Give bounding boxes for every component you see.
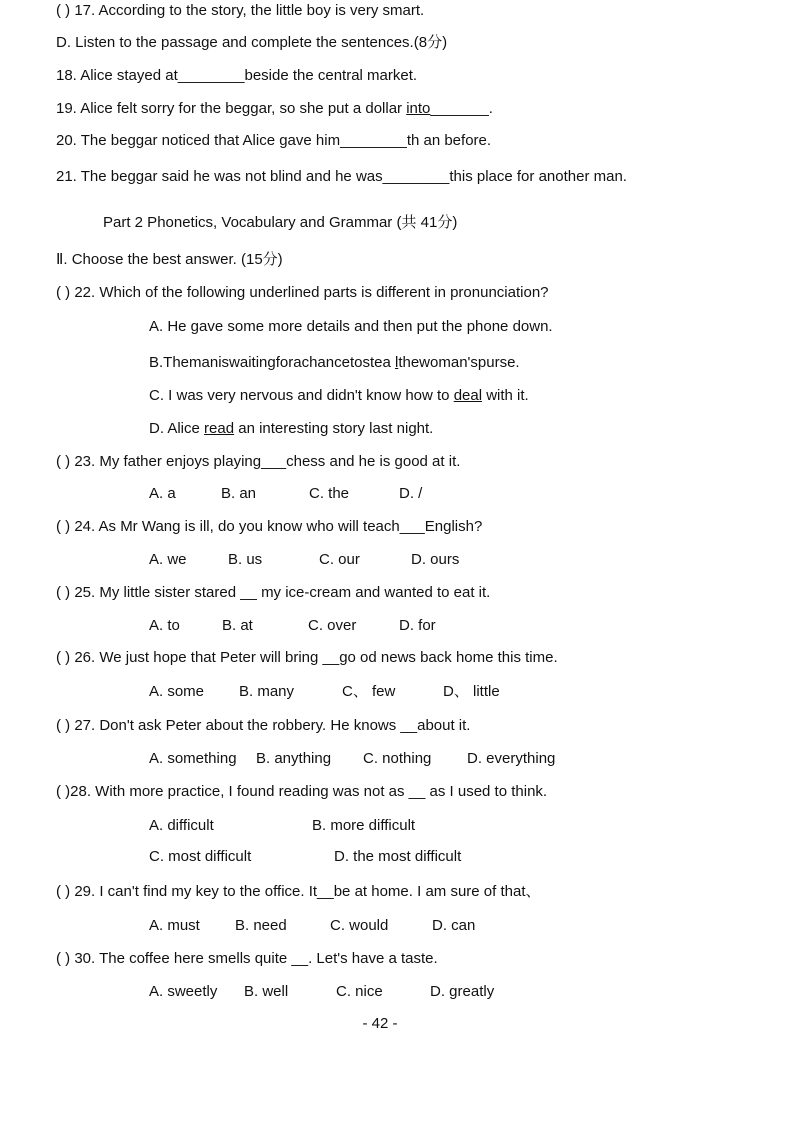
option-b: B. more difficult: [312, 817, 416, 834]
question-22-option-b: [149, 354, 520, 372]
question-19-underlined: into: [406, 100, 431, 117]
question-29-options: [0, 917, 793, 935]
option-b: B. us: [228, 551, 263, 568]
section-d-heading: D. Listen to the passage and complete the sentences.(8分): [56, 34, 448, 51]
question-28-options-ab: [0, 817, 793, 835]
option-d: D. greatly: [430, 983, 495, 1000]
question-28: ( )28. With more practice, I found reading was not as __ as I used to think.: [56, 783, 548, 800]
option-a: A. we: [149, 551, 187, 568]
question-27: ( ) 27. Don't ask Peter about the robbery. He knows __about it.: [56, 717, 471, 734]
option-b-text: B.Themaniswaitingforachancetostea: [149, 354, 395, 371]
question-30: ( ) 30. The coffee here smells quite __. Let's have a taste.: [56, 950, 438, 967]
option-d: D、 little: [443, 683, 500, 700]
question-18: 18. Alice stayed at________beside the central market.: [56, 67, 418, 84]
option-a: A. sweetly: [149, 983, 218, 1000]
question-25-options: [0, 617, 793, 635]
question-23-options: [0, 485, 793, 503]
option-c: C. the: [309, 485, 350, 502]
option-c-text-end: with it.: [482, 387, 529, 404]
question-20: 20. The beggar noticed that Alice gave him________th an before.: [56, 132, 492, 149]
question-25: ( ) 25. My little sister stared __ my ice-cream and wanted to eat it.: [56, 584, 491, 601]
option-d: D. for: [399, 617, 436, 634]
option-a: A. to: [149, 617, 180, 634]
option-b: B. well: [244, 983, 289, 1000]
question-17: ( ) 17. According to the story, the little boy is very smart.: [56, 2, 425, 19]
question-22-option-d: [149, 420, 433, 438]
option-b: B. at: [222, 617, 253, 634]
question-29: ( ) 29. I can't find my key to the office. It__be at home. I am sure of that、: [56, 883, 541, 900]
question-19-text: 19. Alice felt sorry for the beggar, so she put a dollar: [56, 100, 407, 117]
question-30-options: [0, 983, 793, 1001]
question-27-options: [0, 750, 793, 768]
option-b-text-end: thewoman'spurse.: [398, 354, 520, 371]
option-b-underlined: l: [394, 354, 399, 371]
option-d-text-end: an interesting story last night.: [234, 420, 434, 437]
question-22: ( ) 22. Which of the following underlined parts is different in pronunciation?: [56, 284, 549, 301]
option-d-underlined: read: [204, 420, 235, 437]
option-b: B. anything: [256, 750, 332, 767]
question-23: ( ) 23. My father enjoys playing___chess and he is good at it.: [56, 453, 461, 470]
option-d: D. /: [399, 485, 423, 502]
option-a: A. a: [149, 485, 176, 502]
option-d-text: D. Alice: [149, 420, 205, 437]
option-b: B. need: [235, 917, 287, 934]
question-22-option-c: [149, 387, 529, 405]
option-a: A. difficult: [149, 817, 214, 834]
option-a: A. something: [149, 750, 237, 767]
question-28-options-cd: [0, 848, 793, 866]
question-26: ( ) 26. We just hope that Peter will bring __go od news back home this time.: [56, 649, 558, 666]
option-a: A. must: [149, 917, 200, 934]
option-d: D. the most difficult: [334, 848, 462, 865]
question-22-option-a: A. He gave some more details and then put the phone down.: [149, 318, 553, 335]
option-c: C. nice: [336, 983, 383, 1000]
question-24-options: [0, 551, 793, 569]
option-c: C、 few: [342, 683, 396, 700]
option-d: D. ours: [411, 551, 460, 568]
question-24: ( ) 24. As Mr Wang is ill, do you know who will teach___English?: [56, 518, 483, 535]
option-c-underlined: deal: [453, 387, 483, 404]
option-a: A. some: [149, 683, 205, 700]
option-c: C. would: [330, 917, 389, 934]
section-ii-heading: Ⅱ. Choose the best answer. (15分): [56, 251, 283, 268]
option-c: C. most difficult: [149, 848, 252, 865]
question-21: 21. The beggar said he was not blind and he was________this place for another man.: [56, 168, 627, 185]
option-c: C. our: [319, 551, 360, 568]
option-c: C. over: [308, 617, 357, 634]
option-b: B. many: [239, 683, 295, 700]
question-19: [56, 100, 493, 118]
option-b: B. an: [221, 485, 257, 502]
option-d: D. can: [432, 917, 476, 934]
page-number: - 42 -: [362, 1015, 398, 1032]
question-26-options: [0, 683, 793, 701]
option-c-text: C. I was very nervous and didn't know how to: [149, 387, 454, 404]
option-d: D. everything: [467, 750, 556, 767]
part-2-heading: Part 2 Phonetics, Vocabulary and Grammar (共 41分): [103, 214, 458, 231]
question-19-blank: _______.: [430, 100, 493, 117]
option-c: C. nothing: [363, 750, 432, 767]
